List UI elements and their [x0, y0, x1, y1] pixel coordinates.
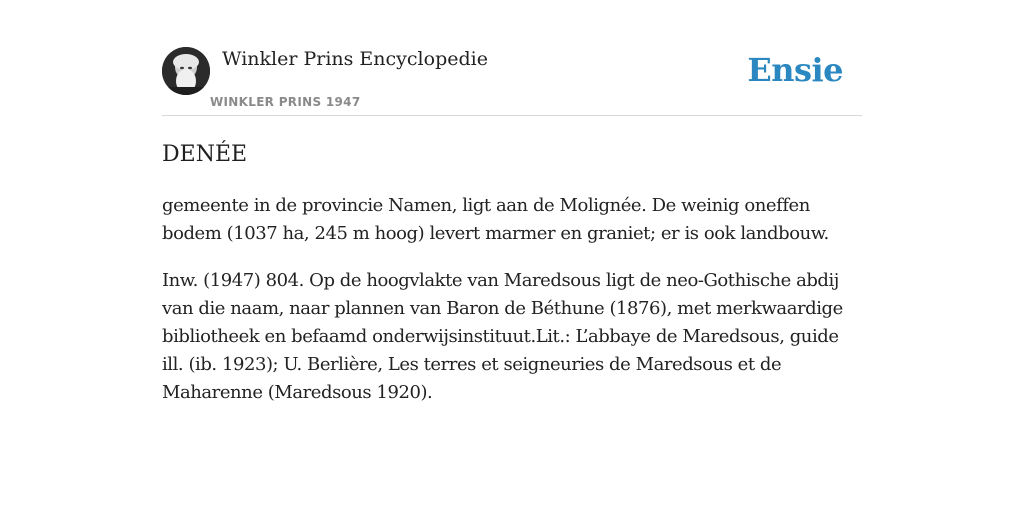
brand-logo[interactable]: Ensie	[747, 51, 843, 89]
entry-title: DENÉE	[162, 142, 248, 167]
source-avatar[interactable]	[162, 47, 210, 95]
entry-body	[162, 192, 862, 426]
header-divider	[162, 115, 862, 116]
source-title[interactable]: Winkler Prins Encyclopedie	[222, 48, 488, 70]
entry-paragraph: Inw. (1947) 804. Op de hoogvlakte van Maredsous ligt de neo-Gothische abdij van die naam, naar plannen van Baron de Béthune (1876), met merkwaardige bibliotheek en befaamd onderwijsinstituut.Lit.: L’abbaye de Maredsous, guide ill. (ib. 1923); U. Berlière, Les terres et seigneuries de Maredsous et de Maharenne (Maredsous 1920).	[162, 270, 843, 403]
entry-paragraph: gemeente in de provincie Namen, ligt aan de Molignée. De weinig oneffen bodem (1037 ha, 245 m hoog) levert marmer en graniet; er is ook landbouw.	[162, 195, 829, 244]
source-header	[162, 46, 862, 116]
portrait-icon	[162, 47, 210, 95]
source-edition: WINKLER PRINS 1947	[210, 95, 361, 109]
